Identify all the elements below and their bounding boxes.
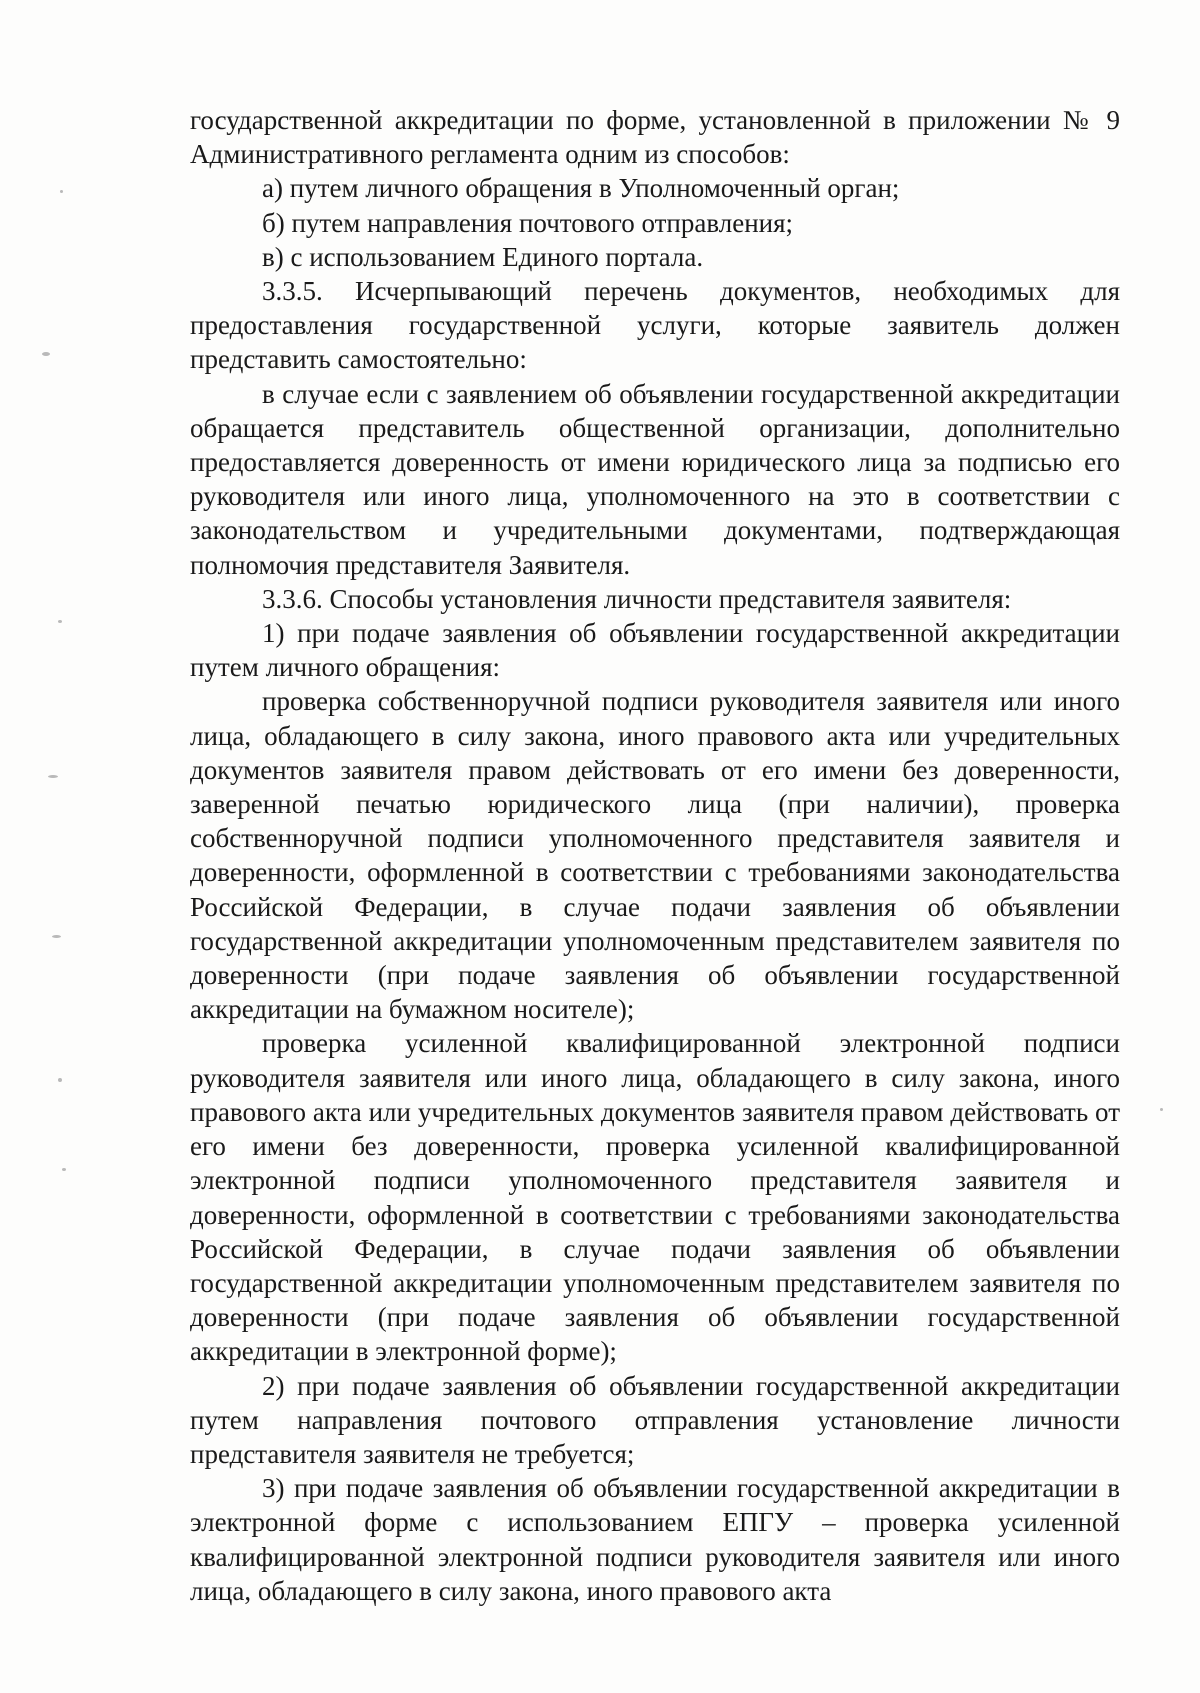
- list-item-1: 1) при подаче заявления об объявлении государственной аккредитации путем личного обращения:: [190, 618, 1120, 683]
- list-item-a: а) путем личного обращения в Уполномоченный орган;: [262, 173, 900, 204]
- section-3-3-6: 3.3.6. Способы установления личности представителя заявителя:: [262, 583, 1012, 614]
- paragraph-electronic-check: проверка усиленной квалифицированной электронной подписи руководителя заявителя или иного лица, обладающего в силу закона, иного правового акта или учредительных документов заявителя правом действовать от его имени без доверенности, проверка усиленной квалифицированной электронной подписи уполномоченного представителя заявителя и доверенности, оформленной в соответствии с требованиями законодательства Российской Федерации, в случае подачи заявления об объявлении государственной аккредитации уполномоченным представителем заявителя по доверенности (при подаче заявления об объявлении государственной аккредитации в электронной форме);: [190, 1028, 1120, 1367]
- list-item-2: 2) при подаче заявления об объявлении государственной аккредитации путем направления почтового отправления установление личности представителя заявителя не требуется;: [190, 1370, 1120, 1469]
- list-item-b: б) путем направления почтового отправления;: [262, 207, 794, 238]
- list-item-3: 3) при подаче заявления об объявлении государственной аккредитации в электронной форме с использованием ЕПГУ – проверка усиленной квалифицированной электронной подписи руководителя заявителя или иного лица, обладающего в силу закона, иного правового акта: [190, 1473, 1120, 1606]
- paragraph-1: государственной аккредитации по форме, установленной в приложении № 9 Административного регламента одним из способов:: [190, 105, 1120, 170]
- document-body: [190, 103, 1120, 1608]
- list-item-v: в) с использованием Единого портала.: [262, 241, 704, 272]
- paragraph-representative: в случае если с заявлением об объявлении государственной аккредитации обращается представитель общественной организации, дополнительно предоставляется доверенность от имени юридического лица за подписью его руководителя или иного лица, уполномоченного на это в соответствии с законодательством и учредительными документами, подтверждающая полномочия представителя Заявителя.: [190, 378, 1120, 580]
- section-3-3-5: 3.3.5. Исчерпывающий перечень документов, необходимых для предоставления государственной услуги, которые заявитель должен представить самостоятельно:: [190, 276, 1120, 375]
- paragraph-paper-check: проверка собственноручной подписи руководителя заявителя или иного лица, обладающего в силу закона, иного правового акта или учредительных документов заявителя правом действовать от его имени без доверенности, заверенной печатью юридического лица (при наличии), проверка собственноручной подписи уполномоченного представителя заявителя и доверенности, оформленной в соответствии с требованиями законодательства Российской Федерации, в случае подачи заявления об объявлении государственной аккредитации уполномоченным представителем заявителя по доверенности (при подаче заявления об объявлении государственной аккредитации на бумажном носителе);: [190, 686, 1120, 1025]
